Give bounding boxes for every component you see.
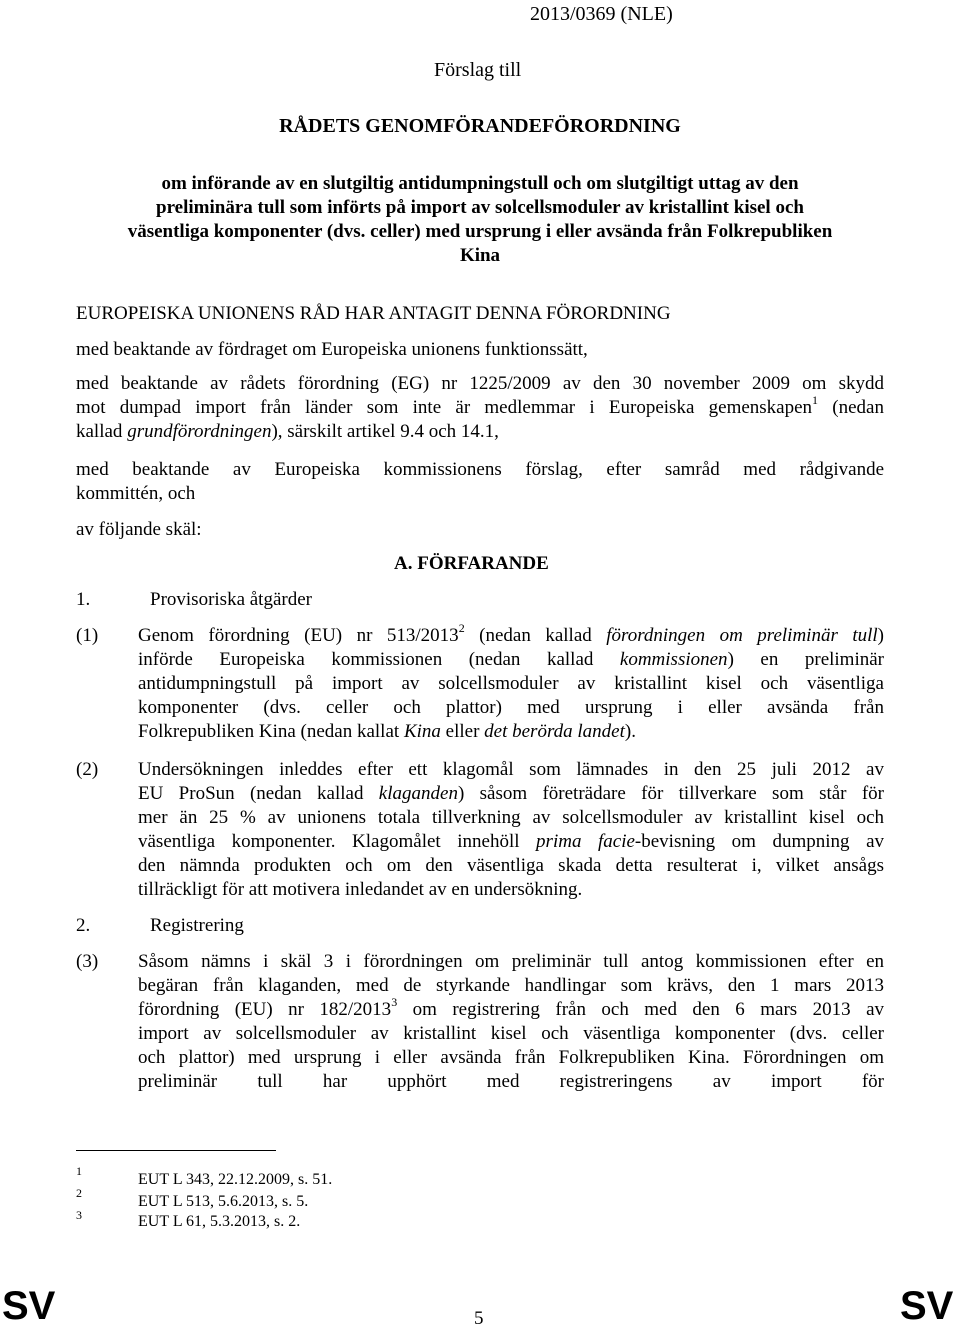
- recital-line: tillräckligt för att motivera inledandet av en undersökning.: [138, 879, 583, 900]
- subtitle-line: Kina: [459, 245, 501, 266]
- citation-basic-regulation-line: mot dumpad import från länder som inte är medlemmar i Europeiska gemenskapen$^1$ (nedan: [76, 392, 884, 418]
- footer-language-left: SV: [2, 1284, 56, 1328]
- citation-basic-regulation-line: med beaktande av rådets förordning (EG) nr 1225/2009 av den 30 november 2009 om skydd: [76, 373, 884, 394]
- recital-line: Undersökningen inleddes efter ett klagomål som lämnades in den 25 juli 2012 av: [138, 759, 884, 780]
- adoption-statement: EUROPEISKA UNIONENS RÅD HAR ANTAGIT DENNA FÖRORDNING: [76, 303, 671, 324]
- recital-line: preliminär tull har upphört med registreringens av import för: [138, 1071, 884, 1092]
- subheading-number: 2.: [76, 915, 91, 936]
- section-heading: A. FÖRFARANDE: [394, 553, 549, 574]
- recital-line: begäran från klaganden, med de styrkande handlingar som krävs, den 1 mars 2013: [138, 975, 884, 996]
- recital-line: komponenter (dvs. celler och plattor) med ursprung i eller avsända från: [138, 697, 884, 718]
- citation-proposal-line: kommittén, och: [76, 483, 196, 504]
- recital-line: mer än 25 % av unionens totala tillverkning av solcellsmoduler av kristallint kisel och: [138, 807, 884, 828]
- footnote-ref[interactable]: 3: [391, 994, 398, 1009]
- subtitle-line: preliminära tull som införts på import av solcellsmoduler av kristallint kisel och: [156, 197, 804, 218]
- recital-number: (1): [76, 625, 99, 646]
- subheading-title: Provisoriska åtgärder: [150, 589, 312, 610]
- footer-language-right: SV: [900, 1284, 954, 1328]
- footnote-number: 3: [76, 1208, 82, 1222]
- footnote-ref[interactable]: 2: [458, 620, 465, 635]
- subtitle-line: väsentliga komponenter (dvs. celler) med ursprung i eller avsända från Folkrepubliken: [127, 221, 833, 242]
- recital-line: import av solcellsmoduler av kristallint kisel och väsentliga komponenter (dvs. celler: [138, 1023, 884, 1044]
- recital-line: antidumpningstull på import av solcellsmoduler av kristallint kisel och väsentliga: [138, 673, 884, 694]
- recital-line: och plattor) med ursprung i eller avsända från Folkrepubliken Kina. Förordningen om: [138, 1047, 884, 1068]
- recital-number: (3): [76, 951, 99, 972]
- footnote-ref[interactable]: 1: [812, 392, 819, 407]
- citation-basic-regulation-line: kallad grundförordningen), särskilt artikel 9.4 och 14.1,: [76, 421, 499, 442]
- proposal-label: Förslag till: [434, 59, 522, 81]
- citation-treaty: med beaktande av fördraget om Europeiska unionens funktionssätt,: [76, 339, 588, 360]
- subtitle-line: om införande av en slutgiltig antidumpningstull och om slutgiltigt uttag av den: [161, 173, 799, 194]
- subheading-title: Registrering: [150, 915, 244, 936]
- footnote-separator: [76, 1150, 276, 1151]
- subheading-number: 1.: [76, 589, 91, 610]
- footnote-text: EUT L 61, 5.3.2013, s. 2.: [138, 1213, 301, 1230]
- citation-proposal-line: med beaktande av Europeiska kommissionens förslag, efter samråd med rådgivande: [76, 459, 884, 480]
- page-number: 5: [474, 1308, 484, 1329]
- recital-line: väsentliga komponenter. Klagomålet innehöll prima facie-bevisning om dumpning av: [138, 831, 884, 852]
- document-title: RÅDETS GENOMFÖRANDEFÖRORDNING: [279, 115, 681, 137]
- recital-line: Folkrepubliken Kina (nedan kallat Kina eller det berörda landet).: [138, 721, 636, 742]
- recital-line: Såsom nämns i skäl 3 i förordningen om preliminär tull antog kommissionen efter en: [138, 951, 884, 972]
- recital-number: (2): [76, 759, 99, 780]
- footnote-text: EUT L 513, 5.6.2013, s. 5.: [138, 1193, 309, 1210]
- recital-line: införde Europeiska kommissionen (nedan kallad kommissionen) en preliminär: [138, 649, 884, 670]
- footnote-number: 1: [76, 1164, 82, 1178]
- document-reference: 2013/0369 (NLE): [530, 3, 673, 25]
- footnote-number: 2: [76, 1186, 82, 1200]
- recital-line: Genom förordning (EU) nr 513/2013$^2$ (nedan kallad förordningen om preliminär tull): [138, 620, 884, 646]
- recital-line: EU ProSun (nedan kallad klaganden) såsom företrädare för tillverkare som står för: [138, 783, 884, 804]
- recital-line: förordning (EU) nr 182/2013$^3$ om registrering från och med den 6 mars 2013 av: [138, 994, 884, 1020]
- recital-line: den nämnda produkten och om den väsentliga skada detta resulterat i, vilket ansågs: [138, 855, 884, 876]
- footnote-text: EUT L 343, 22.12.2009, s. 51.: [138, 1171, 333, 1188]
- reasons-intro: av följande skäl:: [76, 519, 202, 540]
